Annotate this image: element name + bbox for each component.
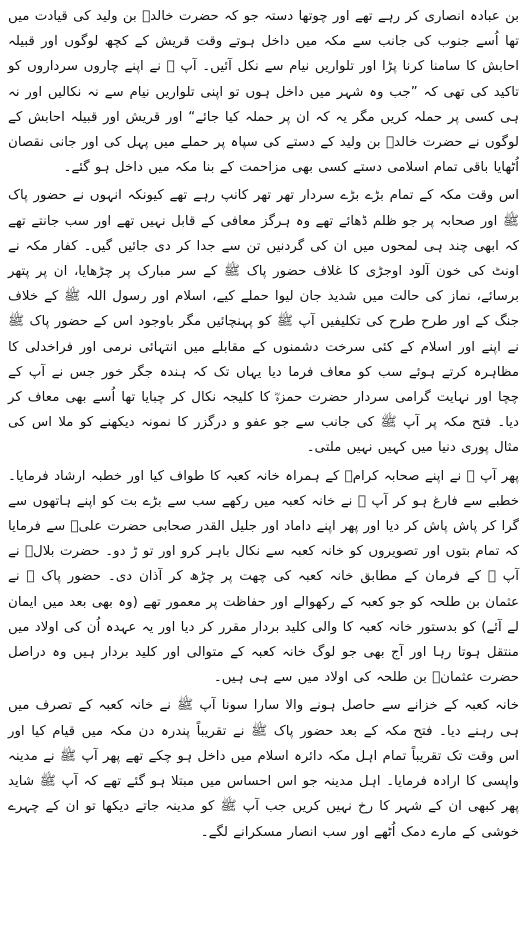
paragraph-kaaba-cleansing: پھر آپ ﷺ نے اپنے صحابہ کرامؓ کے ہمراہ خانہ کعبہ کا طواف کیا اور خطبہ ارشاد فرمایا۔ خطبے سے فارغ ہو کر آپ ﷺ نے خانہ کعبہ میں رکھے سب سے بڑے بت کو اپنے ہاتھوں سے گرا کر پاش پاش کر دیا اور پھر اپنے داماد اور جلیل القدر صحابی حضرت علیؓ سے فرمایا کہ تمام بتوں اور تصویروں کو خانہ کعبہ سے نکال باہر کرو اور تو ڑ دو۔ حضرت بلالؓ نے آپ ﷺ کے فرمان کے مطابق خانہ کعبہ کی چھت پر چڑھ کر آذان دی۔ حضور پاک ﷺ نے عثمان بن طلحہ کو جو کعبہ کے رکھوالے اور حفاظت پر معمور تھے (وہ بھی بعد میں ایمان لے آئے) کو بدستور خانہ کعبہ کا والی کلید بردار مقرر کر دیا اور یہ عہدہ اُن کی اولاد میں منتقل ہوتا رہا اور آج بھی جو لوگ خانہ کعبہ کے متوالی اور کلید بردار ہیں وہ دراصل حضرت عثمانؓ بن طلحہ کی اولاد میں سے ہی ہیں۔: [8, 468, 519, 686]
paragraph-conquest-entry: بن عبادہ انصاری کر رہے تھے اور چوتھا دستہ جو کہ حضرت خالدؓ بن ولید کی قیادت میں تھا اُسے جنوب کی جانب سے مکہ میں داخل ہوتے وقت قریش کے کچھ لوگوں اور قبیلہ احابش کا سامنا کرنا پڑا اور تلواریں نیام سے نکل آئیں۔ آپ ﷺ نے اپنے چاروں سرداروں کو تاکید کی تھی کہ ”جب وہ شہر میں داخل ہوں تو اپنی تلواریں نیام سے نہ نکالیں اور نہ ہی کسی پر حملہ کریں مگر یہ کہ ان پر حملہ کیا جائے“ اور قریش اور قبیلہ احابش کے لوگوں نے حضرت خالدؓ بن ولید کے دستے کی سپاہ پر حملے میں پہل کی اور جانی نقصان اُٹھایا باقی تمام اسلامی دستے کسی بھی مزاحمت کے بنا مکہ میں داخل ہو گئے۔: [8, 9, 519, 176]
paragraph-forgiveness: اس وقت مکہ کے تمام بڑے بڑے سردار تھر تھر کانپ رہے تھے کیونکہ انہوں نے حضور پاک ﷺ اور صحابہ پر جو ظلم ڈھائے تھے وہ ہرگز معافی کے قابل نہیں تھے اور سب جانتے تھے کہ ابھی چند ہی لمحوں میں ان کی گردنیں تن سے جدا کر دی جائیں گیں۔ کفار مکہ نے اونٹ کی خون آلود اوجڑی کا غلاف حضور پاک ﷺ کے سر مبارک پر چڑھایا، ان پر پتھر برسائے، نماز کی حالت میں شدید جان لیوا حملے کیے، اسلام اور رسول اللہ ﷺ کے خلاف جنگ کے اور طرح طرح کی تکلیفیں آپ ﷺ کو پہنچائیں مگر باوجود اس کے حضور پاک ﷺ نے اپنے اور اسلام کے کئی سرخت دشمنوں کے مقابلے میں انتہائی نرمی اور فراخدلی کا مظاہرہ کرتے ہوئے سب کو معاف فرما دیا یہاں تک کہ ہندہ جگر خور جس نے آپ کے چچا اور نہایت گرامی سردار حضرت حمزہؓ کا کلیجہ نکال کر چبایا تھا اُسے بھی معاف کر دیا۔ فتح مکہ پر آپ ﷺ کی جانب سے جو عفو و درگزر کا نمونہ دیکھنے کو ملا اس کی مثال پوری دنیا میں کہیں نہیں ملتی۔: [8, 188, 519, 456]
paragraph-return-to-madinah: خانہ کعبہ کے خزانے سے حاصل ہونے والا سارا سونا آپ ﷺ نے خانہ کعبہ کے تصرف میں ہی رہنے دیا۔ فتح مکہ کے بعد حضور پاک ﷺ نے تقریباً پندرہ دن مکہ میں قیام کیا اور اس وقت تک تقریباً تمام اہل مکہ دائرہ اسلام میں داخل ہو چکے تھے پھر آپ ﷺ نے مدینہ واپسی کا ارادہ فرمایا۔ اہل مدینہ جو اس احساس میں مبتلا ہو گئے تھے کہ آپ ﷺ شاید پھر کبھی ان کے شہر کا رخ نہیں کریں جب آپ ﷺ کو مدینہ جاتے دیکھا تو ان کے چہرے خوشی کے مارے دمک اُٹھے اور سب انصار مسکرانے لگے۔: [8, 698, 519, 840]
